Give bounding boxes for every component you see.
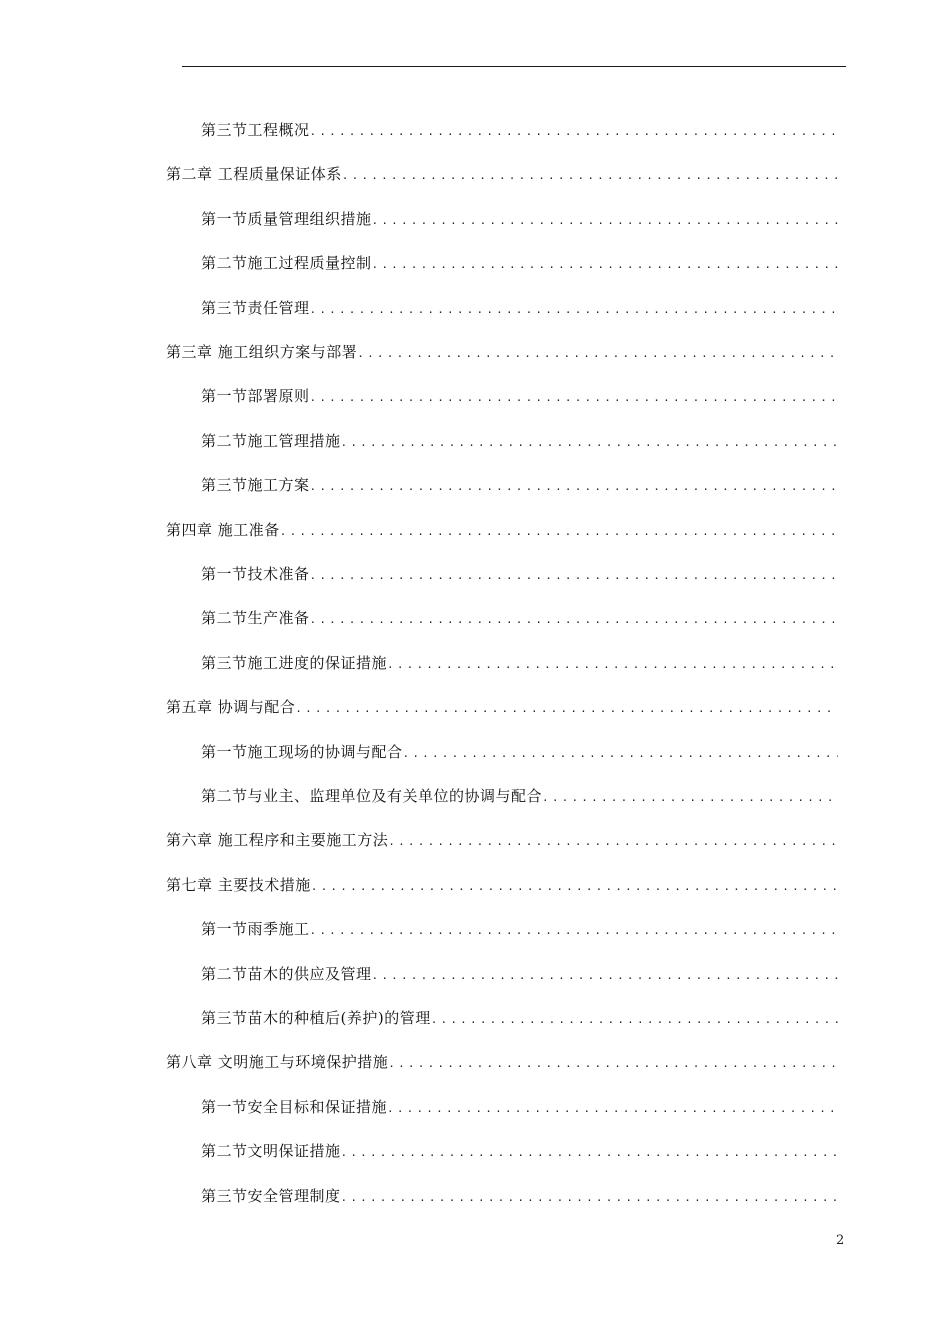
toc-section-entry[interactable] xyxy=(201,606,838,630)
toc-section-entry[interactable] xyxy=(201,384,838,408)
toc-entry-label: 第二节文明保证措施 xyxy=(201,1142,341,1160)
toc-entry-label: 第三节责任管理 xyxy=(201,299,310,317)
toc-entry-label: 第三节安全管理制度 xyxy=(201,1187,341,1205)
toc-entry-label: 第二节生产准备 xyxy=(201,609,310,627)
toc-dot-leader xyxy=(387,1097,838,1119)
toc-entry-label: 第三节施工方案 xyxy=(201,476,310,494)
toc-chapter-entry[interactable] xyxy=(166,828,838,852)
toc-section-entry[interactable] xyxy=(201,740,838,764)
toc-section-entry[interactable] xyxy=(201,962,838,986)
toc-dot-leader xyxy=(310,564,838,586)
toc-dot-leader xyxy=(357,342,838,364)
toc-dot-leader xyxy=(310,475,838,497)
toc-dot-leader xyxy=(372,209,838,231)
toc-entry-label: 第二节与业主、监理单位及有关单位的协调与配合 xyxy=(201,787,543,805)
toc-chapter-entry[interactable] xyxy=(166,518,838,542)
toc-entry-label: 第一节雨季施工 xyxy=(201,920,310,938)
toc-dot-leader xyxy=(311,875,838,897)
toc-entry-label: 第八章 文明施工与环境保护措施 xyxy=(166,1053,389,1071)
toc-entry-label: 第一节施工现场的协调与配合 xyxy=(201,743,403,761)
toc-entry-label: 第三节施工进度的保证措施 xyxy=(201,654,388,672)
toc-dot-leader xyxy=(372,964,838,986)
toc-dot-leader xyxy=(542,786,838,808)
toc-dot-leader xyxy=(280,520,838,542)
toc-entry-label: 第一节质量管理组织措施 xyxy=(201,210,372,228)
toc-entry-label: 第五章 协调与配合 xyxy=(166,698,296,716)
toc-section-entry[interactable] xyxy=(201,917,838,941)
toc-dot-leader xyxy=(295,697,838,719)
toc-dot-leader xyxy=(310,386,838,408)
toc-section-entry[interactable] xyxy=(201,1139,838,1163)
toc-chapter-entry[interactable] xyxy=(166,873,838,897)
toc-dot-leader xyxy=(341,431,838,453)
toc-section-entry[interactable] xyxy=(201,207,838,231)
toc-section-entry[interactable] xyxy=(201,251,838,275)
toc-dot-leader xyxy=(341,1141,838,1163)
toc-entry-label: 第二节苗木的供应及管理 xyxy=(201,965,372,983)
toc-dot-leader xyxy=(388,830,838,852)
header-rule xyxy=(182,66,846,67)
toc-dot-leader xyxy=(388,1052,838,1074)
toc-dot-leader xyxy=(310,120,838,142)
toc-dot-leader xyxy=(431,1008,838,1030)
toc-entry-label: 第二章 工程质量保证体系 xyxy=(166,165,342,183)
toc-dot-leader xyxy=(387,653,838,675)
toc-entry-label: 第一节部署原则 xyxy=(201,387,310,405)
toc-entry-label: 第二节施工管理措施 xyxy=(201,432,341,450)
toc-entry-label: 第一节安全目标和保证措施 xyxy=(201,1098,388,1116)
toc-entry-label: 第三章 施工组织方案与部署 xyxy=(166,343,358,361)
toc-dot-leader xyxy=(310,919,838,941)
toc-chapter-entry[interactable] xyxy=(166,162,838,186)
page-number: 2 xyxy=(836,1233,845,1248)
toc-entry-label: 第一节技术准备 xyxy=(201,565,310,583)
toc-section-entry[interactable] xyxy=(201,1095,838,1119)
toc-dot-leader xyxy=(341,1186,838,1208)
toc-entry-label: 第三节工程概况 xyxy=(201,121,310,139)
toc-dot-leader xyxy=(403,742,838,764)
toc-section-entry[interactable] xyxy=(201,562,838,586)
toc-section-entry[interactable] xyxy=(201,296,838,320)
toc-chapter-entry[interactable] xyxy=(166,340,838,364)
toc-section-entry[interactable] xyxy=(201,1184,838,1208)
toc-section-entry[interactable] xyxy=(201,1006,838,1030)
toc-dot-leader xyxy=(372,253,838,275)
toc-section-entry[interactable] xyxy=(201,118,838,142)
toc-entry-label: 第四章 施工准备 xyxy=(166,521,280,539)
toc-section-entry[interactable] xyxy=(201,651,838,675)
toc-dot-leader xyxy=(310,608,838,630)
toc-entry-label: 第二节施工过程质量控制 xyxy=(201,254,372,272)
toc-section-entry[interactable] xyxy=(201,429,838,453)
toc-dot-leader xyxy=(310,298,838,320)
toc-entry-label: 第三节苗木的种植后(养护)的管理 xyxy=(201,1009,431,1027)
toc-section-entry[interactable] xyxy=(201,784,838,808)
toc-chapter-entry[interactable] xyxy=(166,695,838,719)
toc-section-entry[interactable] xyxy=(201,473,838,497)
toc-entry-label: 第六章 施工程序和主要施工方法 xyxy=(166,831,389,849)
toc-dot-leader xyxy=(342,164,838,186)
toc-entry-label: 第七章 主要技术措施 xyxy=(166,876,311,894)
toc-chapter-entry[interactable] xyxy=(166,1050,838,1074)
